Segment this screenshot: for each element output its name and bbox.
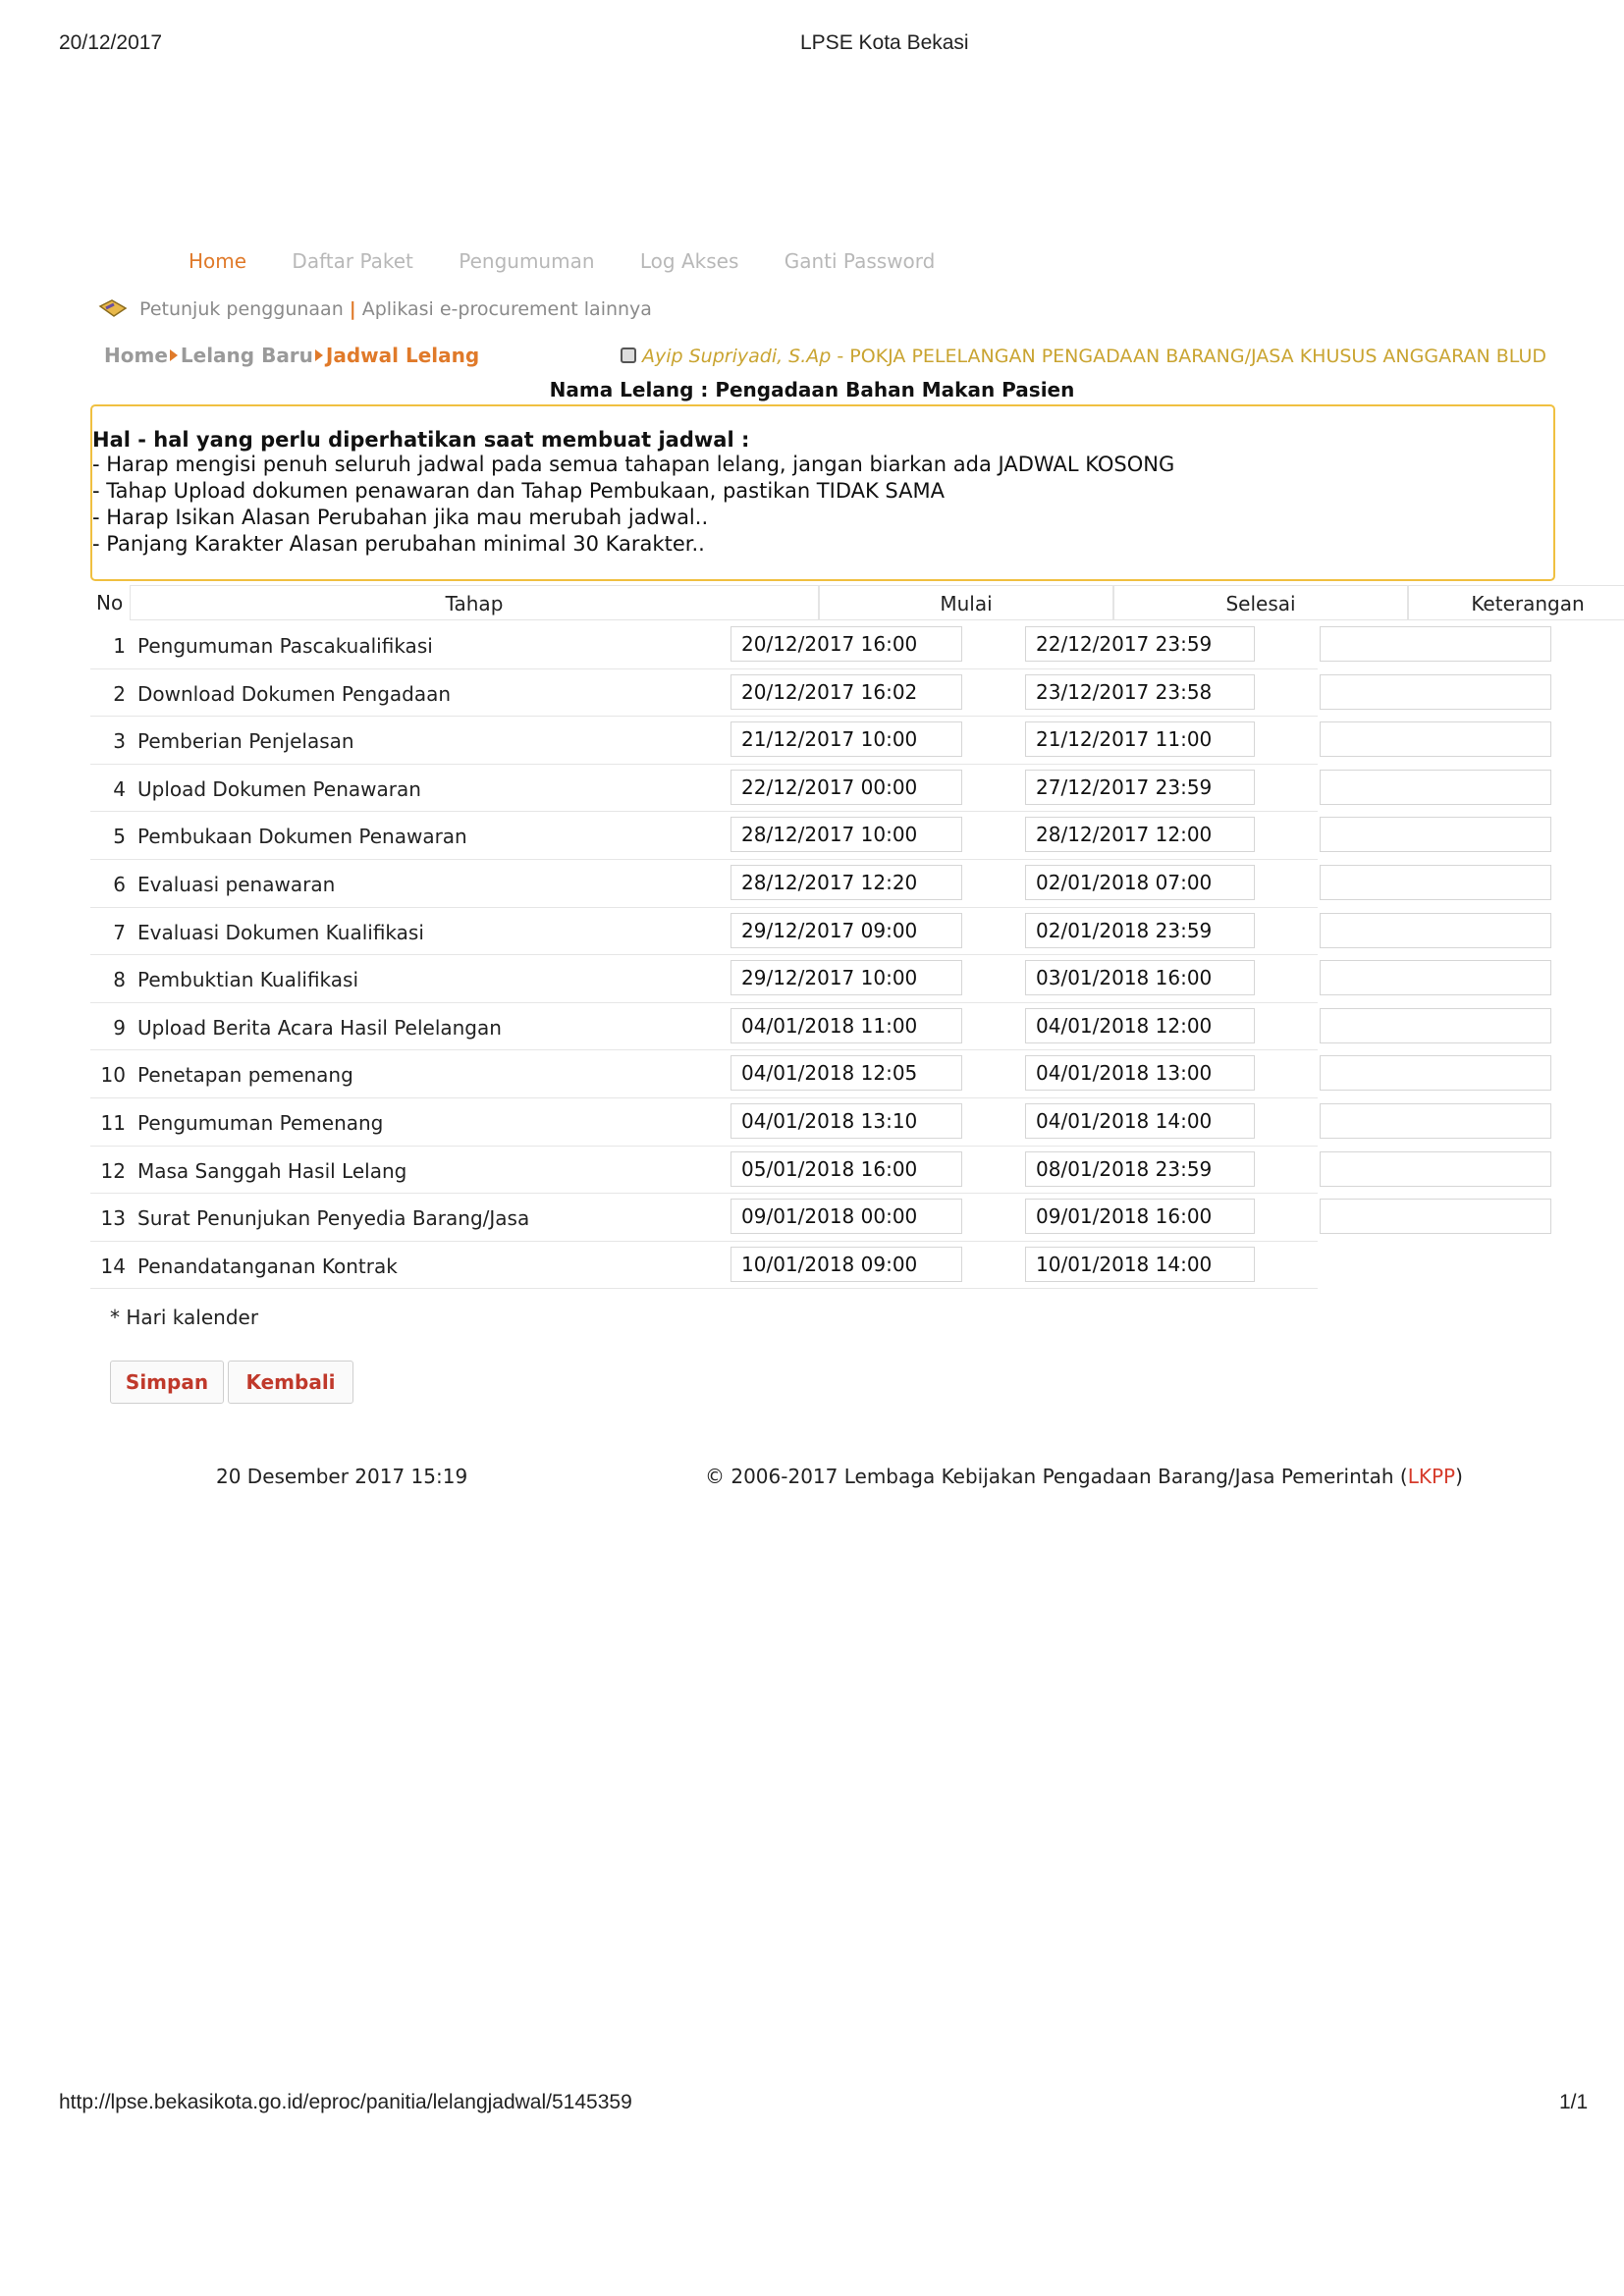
nav-pengumuman[interactable]: Pengumuman (459, 249, 595, 273)
main-nav (189, 249, 974, 273)
row-number: 3 (113, 729, 126, 754)
breadcrumb-home[interactable]: Home (104, 344, 168, 367)
row-tahap: Pembukaan Dokumen Penawaran (137, 825, 467, 849)
row-number: 1 (113, 634, 126, 658)
user-name: Ayip Supriyadi, S.Ap (642, 346, 832, 367)
row-number: 13 (100, 1206, 126, 1231)
row-divider (90, 1049, 1318, 1050)
row-number: 2 (113, 681, 126, 706)
user-info (621, 346, 1546, 367)
selesai-input[interactable]: 27/12/2017 23:59 (1025, 770, 1255, 805)
keterangan-input[interactable] (1320, 960, 1551, 995)
selesai-input[interactable]: 23/12/2017 23:58 (1025, 674, 1255, 710)
mulai-input[interactable]: 10/01/2018 09:00 (731, 1247, 962, 1282)
mulai-input[interactable]: 20/12/2017 16:02 (731, 674, 962, 710)
row-divider (90, 1288, 1318, 1289)
row-tahap: Evaluasi Dokumen Kualifikasi (137, 920, 424, 944)
table-row (90, 956, 1557, 1004)
breadcrumb-arrow-icon (170, 349, 178, 361)
row-divider (90, 1241, 1318, 1242)
header-tahap: Tahap (130, 585, 819, 620)
mulai-input[interactable]: 09/01/2018 00:00 (731, 1199, 962, 1234)
print-title: LPSE Kota Bekasi (800, 31, 969, 54)
row-number: 12 (100, 1158, 126, 1183)
row-number: 11 (100, 1110, 126, 1135)
selesai-input[interactable]: 08/01/2018 23:59 (1025, 1151, 1255, 1187)
table-row (90, 718, 1557, 766)
row-tahap: Pengumuman Pascakualifikasi (137, 634, 433, 658)
row-number: 4 (113, 776, 126, 801)
row-divider (90, 1002, 1318, 1003)
copyright-suffix: ) (1455, 1465, 1463, 1488)
row-divider (90, 716, 1318, 717)
mulai-input[interactable]: 20/12/2017 16:00 (731, 626, 962, 662)
selesai-input[interactable]: 21/12/2017 11:00 (1025, 721, 1255, 757)
kembali-button[interactable]: Kembali (228, 1361, 353, 1404)
table-row (90, 1148, 1557, 1196)
help-icon (98, 298, 128, 318)
nav-daftar-paket[interactable]: Daftar Paket (292, 249, 413, 273)
row-tahap: Surat Penunjukan Penyedia Barang/Jasa (137, 1206, 530, 1231)
mulai-input[interactable]: 28/12/2017 12:20 (731, 865, 962, 900)
keterangan-input[interactable] (1320, 1008, 1551, 1043)
table-row (90, 1195, 1557, 1243)
keterangan-input[interactable] (1320, 721, 1551, 757)
mulai-input[interactable]: 04/01/2018 13:10 (731, 1103, 962, 1139)
selesai-input[interactable]: 04/01/2018 14:00 (1025, 1103, 1255, 1139)
petunjuk-link[interactable]: Petunjuk penggunaan (139, 298, 344, 320)
print-url: http://lpse.bekasikota.go.id/eproc/panitia/lelangjadwal/5145359 (59, 2091, 632, 2113)
row-number: 6 (113, 872, 126, 896)
header-keterangan: Keterangan (1408, 585, 1624, 620)
footer-copyright (705, 1465, 1463, 1488)
row-divider (90, 1193, 1318, 1194)
nav-home[interactable]: Home (189, 249, 247, 273)
mulai-input[interactable]: 21/12/2017 10:00 (731, 721, 962, 757)
row-divider (90, 907, 1318, 908)
notice-line: - Harap mengisi penuh seluruh jadwal pada semua tahapan lelang, jangan biarkan ada JADWAL KOSONG (92, 453, 1175, 476)
breadcrumb (104, 344, 479, 367)
mulai-input[interactable]: 28/12/2017 10:00 (731, 817, 962, 852)
user-icon (621, 347, 636, 363)
row-number: 14 (100, 1254, 126, 1278)
row-tahap: Pengumuman Pemenang (137, 1110, 384, 1135)
row-number: 5 (113, 825, 126, 849)
keterangan-input[interactable] (1320, 913, 1551, 948)
keterangan-input[interactable] (1320, 1103, 1551, 1139)
row-tahap: Upload Dokumen Penawaran (137, 776, 421, 801)
print-date: 20/12/2017 (59, 31, 163, 54)
breadcrumb-arrow-icon (315, 349, 323, 361)
help-separator: | (349, 298, 356, 320)
header-mulai: Mulai (819, 585, 1113, 620)
lkpp-link[interactable]: LKPP (1407, 1465, 1456, 1488)
keterangan-input[interactable] (1320, 1055, 1551, 1091)
notice-title: Hal - hal yang perlu diperhatikan saat membuat jadwal : (92, 428, 750, 452)
keterangan-input[interactable] (1320, 817, 1551, 852)
mulai-input[interactable]: 29/12/2017 10:00 (731, 960, 962, 995)
row-tahap: Evaluasi penawaran (137, 872, 336, 896)
row-tahap: Pembuktian Kualifikasi (137, 968, 358, 992)
selesai-input[interactable]: 10/01/2018 14:00 (1025, 1247, 1255, 1282)
copyright-text: © 2006-2017 Lembaga Kebijakan Pengadaan Barang/Jasa Pemerintah ( (705, 1465, 1408, 1488)
row-divider (90, 1146, 1318, 1147)
selesai-input[interactable]: 22/12/2017 23:59 (1025, 626, 1255, 662)
print-page-number: 1/1 (1559, 2091, 1589, 2113)
header-selesai: Selesai (1113, 585, 1408, 620)
notice-line: - Harap Isikan Alasan Perubahan jika mau merubah jadwal.. (92, 506, 709, 529)
simpan-button[interactable]: Simpan (110, 1361, 224, 1404)
row-tahap: Penandatanganan Kontrak (137, 1254, 398, 1278)
lelang-title: Nama Lelang : Pengadaan Bahan Makan Pasien (549, 378, 1075, 401)
table-row (90, 813, 1557, 861)
table-row (90, 766, 1557, 814)
row-number: 7 (113, 920, 126, 944)
user-role: - POKJA PELELANGAN PENGADAAN BARANG/JASA KHUSUS ANGGARAN BLUD (837, 346, 1546, 367)
table-row (90, 670, 1557, 719)
breadcrumb-current: Jadwal Lelang (325, 344, 480, 367)
row-tahap: Masa Sanggah Hasil Lelang (137, 1158, 407, 1183)
selesai-input[interactable]: 04/01/2018 13:00 (1025, 1055, 1255, 1091)
mulai-input[interactable]: 04/01/2018 12:05 (731, 1055, 962, 1091)
selesai-input[interactable]: 28/12/2017 12:00 (1025, 817, 1255, 852)
keterangan-input[interactable] (1320, 674, 1551, 710)
selesai-input[interactable]: 02/01/2018 07:00 (1025, 865, 1255, 900)
schedule-table (90, 585, 1585, 1290)
row-divider (90, 668, 1318, 669)
selesai-input[interactable]: 03/01/2018 16:00 (1025, 960, 1255, 995)
row-tahap: Download Dokumen Pengadaan (137, 681, 452, 706)
mulai-input[interactable]: 05/01/2018 16:00 (731, 1151, 962, 1187)
table-row (90, 1004, 1557, 1052)
breadcrumb-lelang-baru[interactable]: Lelang Baru (180, 344, 313, 367)
keterangan-input[interactable] (1320, 1199, 1551, 1234)
row-number: 8 (113, 968, 126, 992)
nav-log-akses[interactable]: Log Akses (639, 249, 739, 273)
row-tahap: Upload Berita Acara Hasil Pelelangan (137, 1015, 502, 1040)
table-row (90, 1243, 1557, 1291)
keterangan-input[interactable] (1320, 865, 1551, 900)
selesai-input[interactable]: 04/01/2018 12:00 (1025, 1008, 1255, 1043)
row-tahap: Pemberian Penjelasan (137, 729, 354, 754)
help-bar (98, 298, 652, 320)
keterangan-input[interactable] (1320, 1151, 1551, 1187)
mulai-input[interactable]: 29/12/2017 09:00 (731, 913, 962, 948)
calendar-note: * Hari kalender (110, 1306, 259, 1329)
row-divider (90, 764, 1318, 765)
row-tahap: Penetapan pemenang (137, 1063, 353, 1088)
table-row (90, 909, 1557, 957)
row-divider (90, 1097, 1318, 1098)
selesai-input[interactable]: 02/01/2018 23:59 (1025, 913, 1255, 948)
table-row (90, 861, 1557, 909)
table-body (90, 622, 1557, 1290)
footer-timestamp: 20 Desember 2017 15:19 (216, 1465, 468, 1488)
row-divider (90, 859, 1318, 860)
notice-box (90, 404, 1555, 581)
keterangan-input[interactable] (1320, 770, 1551, 805)
row-divider (90, 954, 1318, 955)
table-header (90, 585, 1585, 622)
notice-line: - Panjang Karakter Alasan perubahan minimal 30 Karakter.. (92, 532, 705, 556)
table-row (90, 622, 1557, 670)
nav-ganti-password[interactable]: Ganti Password (784, 249, 936, 273)
header-no: No (96, 591, 124, 614)
aplikasi-link[interactable]: Aplikasi e-procurement lainnya (361, 298, 652, 320)
row-number: 10 (100, 1063, 126, 1088)
row-divider (90, 811, 1318, 812)
selesai-input[interactable]: 09/01/2018 16:00 (1025, 1199, 1255, 1234)
mulai-input[interactable]: 04/01/2018 11:00 (731, 1008, 962, 1043)
mulai-input[interactable]: 22/12/2017 00:00 (731, 770, 962, 805)
notice-line: - Tahap Upload dokumen penawaran dan Tahap Pembukaan, pastikan TIDAK SAMA (92, 479, 946, 503)
table-row (90, 1051, 1557, 1099)
table-row (90, 1099, 1557, 1148)
keterangan-input[interactable] (1320, 626, 1551, 662)
row-number: 9 (113, 1015, 126, 1040)
